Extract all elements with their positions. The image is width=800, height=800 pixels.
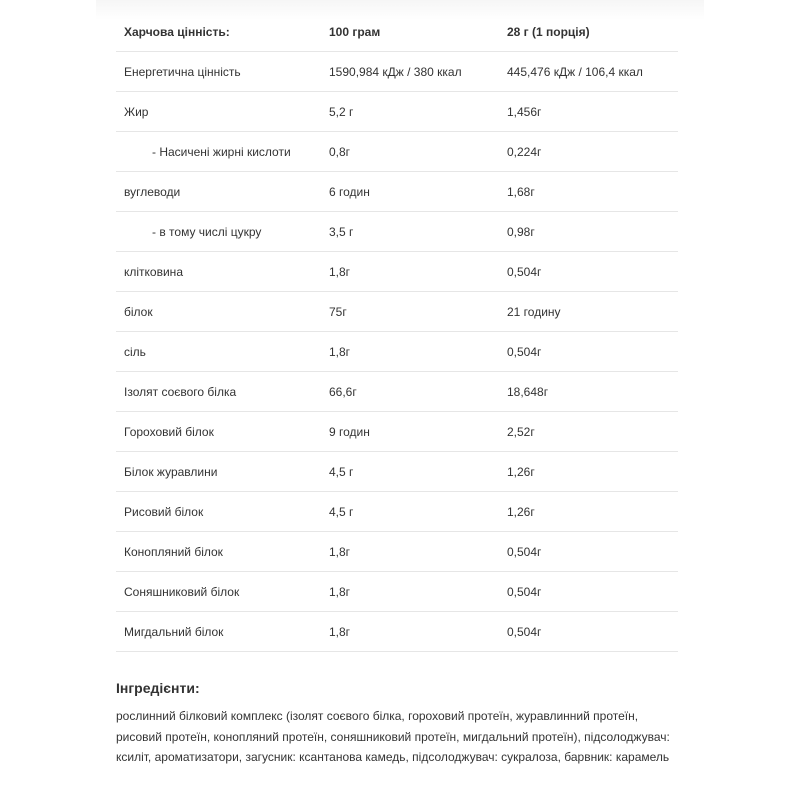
value-per-100g: 75г	[321, 292, 499, 332]
nutrient-name: сіль	[116, 332, 321, 372]
ingredients-section	[116, 680, 686, 768]
value-per-serving: 21 годину	[499, 292, 678, 332]
ingredients-heading: Інгредієнти:	[116, 680, 200, 696]
value-per-100g: 6 годин	[321, 172, 499, 212]
value-per-100g: 1,8г	[321, 332, 499, 372]
value-per-serving: 445,476 кДж / 106,4 ккал	[499, 52, 678, 92]
table-header-row	[116, 12, 678, 52]
value-per-serving: 0,224г	[499, 132, 678, 172]
value-per-100g: 1590,984 кДж / 380 ккал	[321, 52, 499, 92]
nutrient-name: Гороховий білок	[116, 412, 321, 452]
table-row	[116, 292, 678, 332]
value-per-100g: 66,6г	[321, 372, 499, 412]
value-per-serving: 1,26г	[499, 492, 678, 532]
table-row	[116, 532, 678, 572]
nutrient-name: - в тому числі цукру	[116, 212, 321, 252]
value-per-serving: 2,52г	[499, 412, 678, 452]
nutrient-name: Ізолят соєвого білка	[116, 372, 321, 412]
table-row	[116, 252, 678, 292]
table-row	[116, 332, 678, 372]
nutrition-table-body	[116, 52, 678, 652]
nutrient-name: Соняшниковий білок	[116, 572, 321, 612]
nutrient-name: Енергетична цінність	[116, 52, 321, 92]
value-per-100g: 5,2 г	[321, 92, 499, 132]
ingredients-text: рослинний білковий комплекс (ізолят соєвого білка, гороховий протеїн, журавлинний протеїн, рисовий протеїн, конопляний протеїн, соняшниковий протеїн, мигдальний протеїн), підсолоджувач: ксиліт, ароматизатори, загусник: ксантанова камедь, підсолоджувач: сукралоза, барвник: карамель	[116, 709, 670, 764]
table-row	[116, 612, 678, 652]
table-row	[116, 172, 678, 212]
value-per-serving: 0,504г	[499, 532, 678, 572]
value-per-100g: 1,8г	[321, 572, 499, 612]
value-per-100g: 1,8г	[321, 252, 499, 292]
table-row	[116, 412, 678, 452]
value-per-100g: 1,8г	[321, 532, 499, 572]
nutrient-name: білок	[116, 292, 321, 332]
value-per-serving: 18,648г	[499, 372, 678, 412]
nutrient-name: Жир	[116, 92, 321, 132]
value-per-100g: 9 годин	[321, 412, 499, 452]
nutrient-name: Рисовий білок	[116, 492, 321, 532]
table-row	[116, 492, 678, 532]
value-per-serving: 0,504г	[499, 612, 678, 652]
nutrient-name: вуглеводи	[116, 172, 321, 212]
table-row	[116, 52, 678, 92]
value-per-serving: 1,26г	[499, 452, 678, 492]
table-row	[116, 92, 678, 132]
table-row	[116, 132, 678, 172]
table-row	[116, 572, 678, 612]
value-per-serving: 0,504г	[499, 332, 678, 372]
nutrient-name: Білок журавлини	[116, 452, 321, 492]
value-per-100g: 3,5 г	[321, 212, 499, 252]
header-per-100g: 100 грам	[321, 12, 499, 52]
nutrient-name: - Насичені жирні кислоти	[116, 132, 321, 172]
header-per-serving: 28 г (1 порція)	[499, 12, 678, 52]
value-per-100g: 0,8г	[321, 132, 499, 172]
value-per-serving: 0,504г	[499, 572, 678, 612]
value-per-100g: 4,5 г	[321, 452, 499, 492]
table-row	[116, 372, 678, 412]
value-per-serving: 0,504г	[499, 252, 678, 292]
value-per-serving: 0,98г	[499, 212, 678, 252]
header-nutrition-value: Харчова цінність:	[116, 12, 321, 52]
value-per-100g: 1,8г	[321, 612, 499, 652]
nutrition-table	[116, 12, 678, 652]
table-row	[116, 452, 678, 492]
nutrient-name: клітковина	[116, 252, 321, 292]
nutrient-name: Конопляний білок	[116, 532, 321, 572]
value-per-100g: 4,5 г	[321, 492, 499, 532]
value-per-serving: 1,456г	[499, 92, 678, 132]
value-per-serving: 1,68г	[499, 172, 678, 212]
table-row	[116, 212, 678, 252]
nutrient-name: Мигдальний білок	[116, 612, 321, 652]
